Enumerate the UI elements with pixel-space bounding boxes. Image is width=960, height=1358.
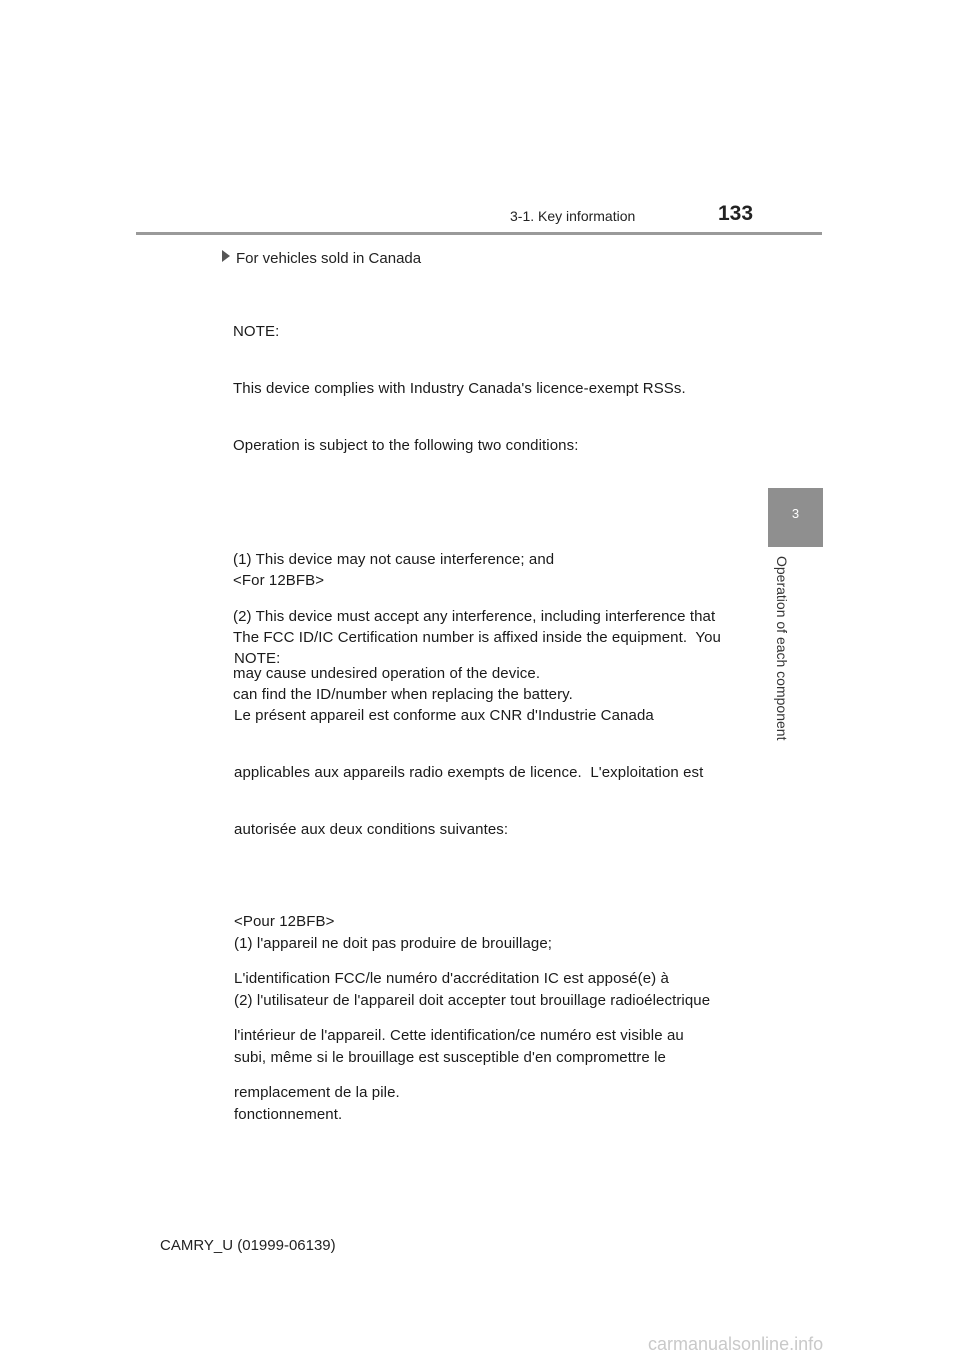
label-line: can find the ID/number when replacing the battery. xyxy=(233,686,573,703)
document-code: CAMRY_U (01999-06139) xyxy=(160,1237,336,1254)
label-line: <Pour 12BFB> xyxy=(234,913,335,930)
label-line: NOTE: xyxy=(234,650,281,667)
label-line: (2) l'utilisateur de l'appareil doit accepter tout brouillage radioélectrique xyxy=(234,992,711,1009)
label-line: Le présent appareil est conforme aux CNR d'Industrie Canada xyxy=(234,707,654,724)
label-line: l'intérieur de l'appareil. Cette identification/ce numéro est visible au xyxy=(234,1027,684,1044)
label-line: (1) This device may not cause interference; and xyxy=(233,551,555,568)
label-line: subi, même si le brouillage est susceptible d'en compromettre le xyxy=(234,1049,666,1066)
watermark-text: carmanualsonline.info xyxy=(648,1334,824,1354)
chapter-label-container xyxy=(772,556,792,746)
label-line: fonctionnement. xyxy=(234,1106,343,1123)
french-certification-label xyxy=(234,874,684,1121)
label-line: <For 12BFB> xyxy=(233,572,325,589)
label-line: remplacement de la pile. xyxy=(234,1084,400,1101)
label-line: applicables aux appareils radio exempts de licence. L'exploitation est xyxy=(234,764,704,781)
label-line: (1) l'appareil ne doit pas produire de brouillage; xyxy=(234,935,553,952)
label-line: NOTE: xyxy=(233,323,280,340)
label-line: (2) This device must accept any interference, including interference that xyxy=(233,608,716,625)
label-line: This device complies with Industry Canada's licence-exempt RSSs. xyxy=(233,380,686,397)
page-number: 133 xyxy=(718,202,754,225)
section-heading-text: For vehicles sold in Canada xyxy=(236,250,422,267)
label-line: Operation is subject to the following two conditions: xyxy=(233,437,579,454)
label-line: may cause undesired operation of the device. xyxy=(233,665,541,682)
label-line: The FCC ID/IC Certification number is affixed inside the equipment. You xyxy=(233,629,721,646)
label-line: autorisée aux deux conditions suivantes: xyxy=(234,821,509,838)
section-heading xyxy=(222,250,421,267)
chapter-number: 3 xyxy=(791,506,800,521)
triangle-bullet-icon xyxy=(222,250,230,262)
header-section-title: 3-1. Key information xyxy=(510,208,636,224)
chapter-tab xyxy=(768,488,823,547)
chapter-title: Operation of each component xyxy=(774,556,790,741)
header-divider xyxy=(136,232,822,235)
label-line: L'identification FCC/le numéro d'accréditation IC est apposé(e) à xyxy=(234,970,669,987)
label-line xyxy=(233,493,715,512)
